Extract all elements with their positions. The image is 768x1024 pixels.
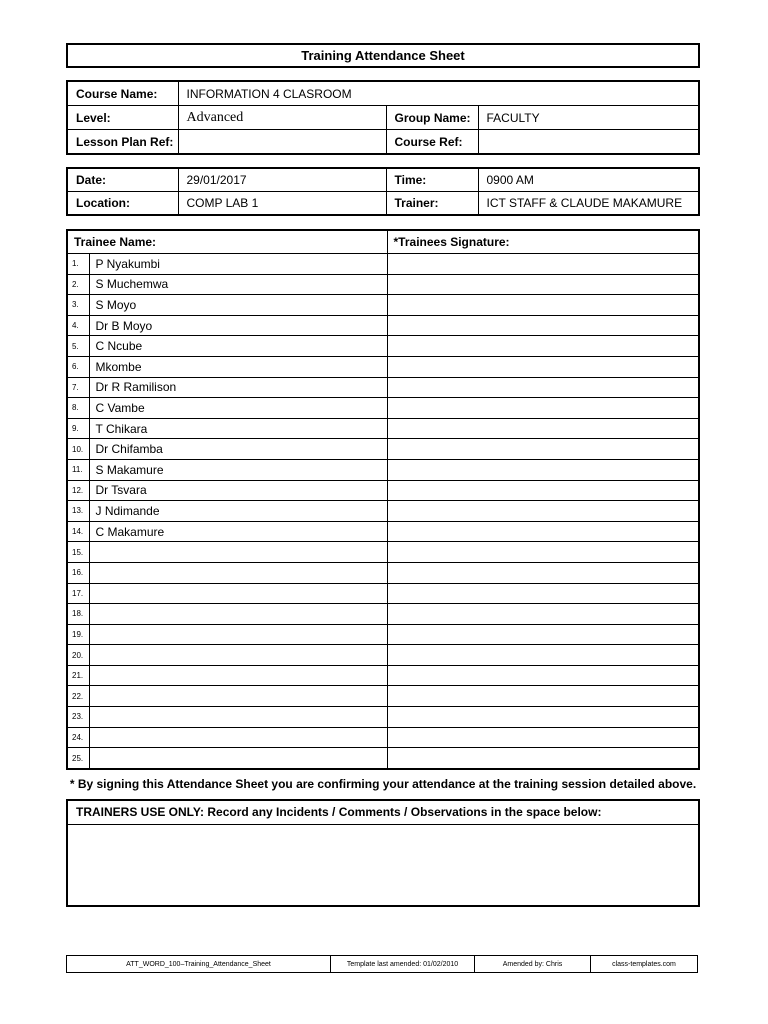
- trainee-name-cell[interactable]: S Muchemwa: [89, 274, 387, 295]
- trainee-row: [68, 748, 698, 768]
- trainee-signature-cell[interactable]: [387, 356, 698, 377]
- trainee-name-cell[interactable]: C Makamure: [89, 521, 387, 542]
- location-value[interactable]: COMP LAB 1: [178, 192, 386, 215]
- course-name-label: Course Name:: [68, 82, 178, 106]
- trainee-row: [68, 624, 698, 645]
- lesson-plan-ref-label: Lesson Plan Ref:: [68, 130, 178, 154]
- trainee-row: [68, 665, 698, 686]
- trainee-name-cell[interactable]: [89, 583, 387, 604]
- course-ref-label: Course Ref:: [386, 130, 478, 154]
- trainee-signature-cell[interactable]: [387, 645, 698, 666]
- group-name-value[interactable]: FACULTY: [478, 106, 698, 130]
- trainers-use-box: [66, 799, 700, 907]
- trainee-name-cell[interactable]: Dr R Ramilison: [89, 377, 387, 398]
- trainee-row-number: 22.: [68, 686, 89, 707]
- trainee-signature-cell[interactable]: [387, 542, 698, 563]
- trainee-signature-cell[interactable]: [387, 336, 698, 357]
- trainee-name-cell[interactable]: [89, 542, 387, 563]
- footer: [66, 955, 698, 973]
- trainee-signature-cell[interactable]: [387, 439, 698, 460]
- trainee-row-number: 13.: [68, 501, 89, 522]
- trainee-signature-cell[interactable]: [387, 686, 698, 707]
- trainee-row: [68, 356, 698, 377]
- trainee-signature-cell[interactable]: [387, 295, 698, 316]
- trainee-row-number: 2.: [68, 274, 89, 295]
- trainee-name-cell[interactable]: J Ndimande: [89, 501, 387, 522]
- trainer-value[interactable]: ICT STAFF & CLAUDE MAKAMURE: [478, 192, 698, 215]
- trainee-name-cell[interactable]: [89, 748, 387, 768]
- trainee-row-number: 23.: [68, 707, 89, 728]
- trainee-name-cell[interactable]: Dr B Moyo: [89, 315, 387, 336]
- trainee-name-cell[interactable]: [89, 645, 387, 666]
- trainee-name-cell[interactable]: S Moyo: [89, 295, 387, 316]
- time-label: Time:: [386, 169, 478, 192]
- group-name-label: Group Name:: [386, 106, 478, 130]
- trainee-row: [68, 315, 698, 336]
- trainee-signature-cell[interactable]: [387, 274, 698, 295]
- course-name-value[interactable]: INFORMATION 4 CLASROOM: [178, 82, 698, 106]
- trainee-row-number: 6.: [68, 356, 89, 377]
- trainee-row-number: 24.: [68, 727, 89, 748]
- trainee-signature-cell[interactable]: [387, 315, 698, 336]
- location-label: Location:: [68, 192, 178, 215]
- trainee-signature-cell[interactable]: [387, 521, 698, 542]
- trainee-signature-cell[interactable]: [387, 254, 698, 275]
- trainee-row: [68, 439, 698, 460]
- trainee-name-cell[interactable]: [89, 665, 387, 686]
- trainee-name-cell[interactable]: [89, 624, 387, 645]
- footer-template-date: Template last amended: 01/02/2010: [331, 956, 475, 973]
- trainee-name-cell[interactable]: [89, 604, 387, 625]
- course-ref-value[interactable]: [478, 130, 698, 154]
- trainers-use-header: TRAINERS USE ONLY: Record any Incidents / Comments / Observations in the space below:: [68, 801, 698, 825]
- trainee-row: [68, 542, 698, 563]
- trainee-name-cell[interactable]: C Ncube: [89, 336, 387, 357]
- date-value[interactable]: 29/01/2017: [178, 169, 386, 192]
- trainee-row: [68, 480, 698, 501]
- trainee-name-cell[interactable]: [89, 562, 387, 583]
- trainee-signature-cell[interactable]: [387, 665, 698, 686]
- lesson-plan-ref-value[interactable]: [178, 130, 386, 154]
- trainee-row-number: 8.: [68, 398, 89, 419]
- trainee-row-number: 18.: [68, 604, 89, 625]
- trainee-row-number: 19.: [68, 624, 89, 645]
- date-label: Date:: [68, 169, 178, 192]
- trainee-name-cell[interactable]: Mkombe: [89, 356, 387, 377]
- trainee-row-number: 4.: [68, 315, 89, 336]
- trainee-signature-cell[interactable]: [387, 459, 698, 480]
- trainers-comments-area[interactable]: [68, 825, 698, 905]
- trainee-row-number: 5.: [68, 336, 89, 357]
- trainee-row-number: 15.: [68, 542, 89, 563]
- trainee-signature-cell[interactable]: [387, 418, 698, 439]
- session-details-table: [66, 167, 700, 216]
- trainee-signature-header: *Trainees Signature:: [387, 231, 698, 254]
- trainee-row-number: 16.: [68, 562, 89, 583]
- trainee-row-number: 14.: [68, 521, 89, 542]
- trainee-row: [68, 707, 698, 728]
- trainee-row: [68, 727, 698, 748]
- trainee-name-cell[interactable]: P Nyakumbi: [89, 254, 387, 275]
- trainee-row: [68, 336, 698, 357]
- time-value[interactable]: 0900 AM: [478, 169, 698, 192]
- trainee-signature-cell[interactable]: [387, 480, 698, 501]
- trainee-signature-cell[interactable]: [387, 624, 698, 645]
- trainee-row: [68, 562, 698, 583]
- trainee-row-number: 12.: [68, 480, 89, 501]
- trainee-row: [68, 604, 698, 625]
- trainee-row: [68, 377, 698, 398]
- trainer-label: Trainer:: [386, 192, 478, 215]
- trainee-name-cell[interactable]: [89, 707, 387, 728]
- trainee-name-cell[interactable]: T Chikara: [89, 418, 387, 439]
- trainee-row-number: 17.: [68, 583, 89, 604]
- trainee-name-cell[interactable]: [89, 727, 387, 748]
- trainee-row: [68, 501, 698, 522]
- trainee-table: [66, 229, 700, 770]
- footer-amended-by: Amended by: Chris: [475, 956, 591, 973]
- trainee-row: [68, 274, 698, 295]
- signing-note: * By signing this Attendance Sheet you are confirming your attendance at the training session detailed above.: [69, 777, 697, 791]
- trainee-signature-cell[interactable]: [387, 583, 698, 604]
- trainee-signature-cell[interactable]: [387, 398, 698, 419]
- trainee-signature-cell[interactable]: [387, 562, 698, 583]
- trainee-name-cell[interactable]: [89, 686, 387, 707]
- trainee-row: [68, 459, 698, 480]
- trainee-row-number: 1.: [68, 254, 89, 275]
- trainee-signature-cell[interactable]: [387, 377, 698, 398]
- trainee-row-number: 10.: [68, 439, 89, 460]
- trainee-row: [68, 686, 698, 707]
- trainee-name-header: Trainee Name:: [68, 231, 387, 254]
- trainee-row: [68, 645, 698, 666]
- trainee-name-cell[interactable]: C Vambe: [89, 398, 387, 419]
- trainee-row-number: 7.: [68, 377, 89, 398]
- trainee-row: [68, 418, 698, 439]
- trainee-name-cell[interactable]: Dr Chifamba: [89, 439, 387, 460]
- trainee-row-number: 11.: [68, 459, 89, 480]
- trainee-row-number: 25.: [68, 748, 89, 768]
- trainee-name-cell[interactable]: S Makamure: [89, 459, 387, 480]
- trainee-row-number: 3.: [68, 295, 89, 316]
- footer-doc-id: ATT_WORD_100–Training_Attendance_Sheet: [67, 956, 331, 973]
- course-details-table: [66, 80, 700, 155]
- trainee-row: [68, 295, 698, 316]
- trainee-name-cell[interactable]: Dr Tsvara: [89, 480, 387, 501]
- footer-site: class-templates.com: [591, 956, 698, 973]
- level-label: Level:: [68, 106, 178, 130]
- trainee-row-number: 20.: [68, 645, 89, 666]
- trainee-row: [68, 583, 698, 604]
- trainee-row-number: 21.: [68, 665, 89, 686]
- trainee-signature-cell[interactable]: [387, 727, 698, 748]
- trainee-row: [68, 398, 698, 419]
- trainee-signature-cell[interactable]: [387, 707, 698, 728]
- trainee-signature-cell[interactable]: [387, 604, 698, 625]
- sheet-title: Training Attendance Sheet: [66, 43, 700, 68]
- trainee-signature-cell[interactable]: [387, 501, 698, 522]
- trainee-row: [68, 254, 698, 275]
- level-value[interactable]: Advanced: [178, 106, 386, 130]
- trainee-row: [68, 521, 698, 542]
- trainee-row-number: 9.: [68, 418, 89, 439]
- trainee-signature-cell[interactable]: [387, 748, 698, 768]
